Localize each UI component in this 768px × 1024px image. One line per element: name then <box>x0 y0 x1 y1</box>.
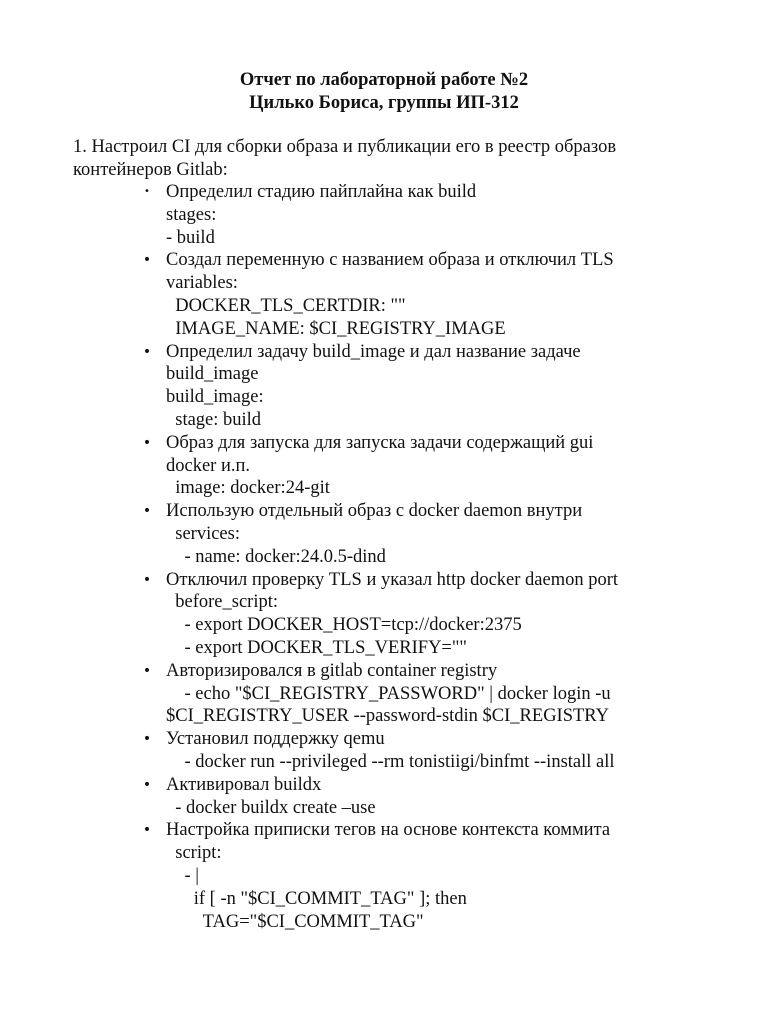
item-text: Активировал buildx <box>166 774 322 795</box>
item-text: Настройка приписки тегов на основе контекста коммита <box>166 820 611 841</box>
list-item <box>0 774 768 820</box>
code-line: $CI_REGISTRY_USER --password-stdin $CI_REGISTRY <box>166 706 609 727</box>
code-line: TAG="$CI_COMMIT_TAG" <box>166 911 424 932</box>
bullet-icon: • <box>142 503 152 520</box>
code-line: - docker run --privileged --rm tonistiigi/binfmt --install all <box>166 751 615 772</box>
bullet-icon: • <box>142 822 152 839</box>
code-line: - build <box>166 227 215 248</box>
item-text: Определил задачу build_image и дал название задаче build_image <box>166 341 581 385</box>
code-line: stage: build <box>166 409 262 430</box>
code-line: - | <box>166 865 199 886</box>
item-text: Определил стадию пайплайна как build <box>166 182 477 202</box>
list-item <box>0 819 768 933</box>
steps-list <box>0 181 768 933</box>
code-line: DOCKER_TLS_CERTDIR: "" <box>166 295 406 316</box>
list-item <box>0 341 768 432</box>
item-text: Авторизировался в gitlab container registry <box>166 660 498 681</box>
item-text: Использую отдельный образ с docker daemon внутри <box>166 501 583 522</box>
list-item <box>0 500 768 568</box>
code-line: image: docker:24-git <box>166 478 330 499</box>
list-item <box>0 660 768 728</box>
code-line: services: <box>166 523 240 544</box>
list-item <box>0 432 768 500</box>
bullet-icon: • <box>142 252 152 269</box>
item-text: Установил поддержку qemu <box>166 729 385 750</box>
bullet-icon: • <box>142 776 152 793</box>
item-text: Создал переменную с названием образа и отключил TLS <box>166 250 614 271</box>
code-line: - export DOCKER_TLS_VERIFY="" <box>166 637 467 658</box>
code-line: - echo "$CI_REGISTRY_PASSWORD" | docker login -u <box>166 683 611 704</box>
code-line: - export DOCKER_HOST=tcp://docker:2375 <box>166 615 522 636</box>
code-line: if [ -n "$CI_COMMIT_TAG" ]; then <box>166 888 467 909</box>
list-item <box>0 181 768 249</box>
bullet-icon: • <box>142 731 152 748</box>
item-text: Отключил проверку TLS и указал http docker daemon port <box>166 569 619 590</box>
code-line: - name: docker:24.0.5-dind <box>166 546 386 567</box>
list-item <box>0 249 768 340</box>
code-line: IMAGE_NAME: $CI_REGISTRY_IMAGE <box>166 318 506 339</box>
report-title: Отчет по лабораторной работе №2 <box>239 70 529 90</box>
list-item <box>0 728 768 774</box>
list-item <box>0 569 768 660</box>
code-line: variables: <box>166 273 238 294</box>
bullet-icon: • <box>144 186 150 197</box>
code-line: script: <box>166 843 222 864</box>
code-line: build_image: <box>166 387 264 408</box>
code-line: - docker buildx create –use <box>166 797 376 818</box>
bullet-icon: • <box>142 434 152 451</box>
bullet-icon: • <box>142 343 152 360</box>
item-text: Образ для запуска для запуска задачи содержащий gui docker и.п. <box>166 432 594 476</box>
code-line: stages: <box>166 204 217 225</box>
intro-paragraph: 1. Настроил CI для сборки образа и публикации его в реестр образов контейнеров Gitlab: <box>73 137 617 180</box>
bullet-icon: • <box>142 662 152 679</box>
code-line: before_script: <box>166 592 278 613</box>
bullet-icon: • <box>142 571 152 588</box>
report-author: Цилько Бориса, группы ИП-312 <box>249 93 519 113</box>
